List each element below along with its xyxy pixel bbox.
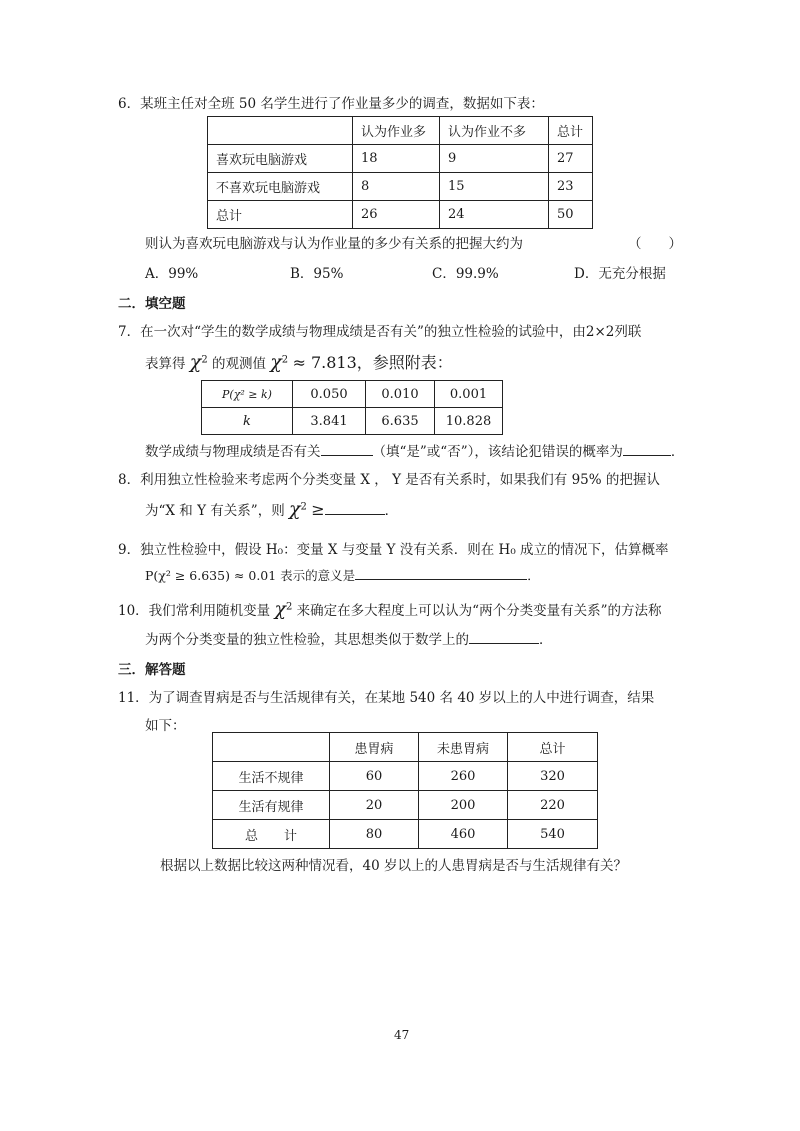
answer-blank[interactable] [623,443,671,456]
q9-text: P(χ² ≥ 6.635) ≈ 0.01 表示的意义是 [145,568,356,583]
q6-cell: 8 [353,173,440,201]
q11-cell: 320 [508,762,598,791]
table-row [208,201,593,229]
q8-text: 为“X 和 Y 有关系”，则 [145,503,285,519]
q7-cell: 0.001 [435,381,503,408]
q6-header-cell: 认为作业多 [353,117,440,145]
q11-cell: 20 [330,791,419,820]
q6-cell: 9 [440,145,549,173]
q7-cell: 3.841 [293,408,366,435]
superscript: 2 [286,601,293,613]
table-row [213,820,598,849]
q6-header-cell [208,117,353,145]
q6-option-d: D．无充分根据 [574,266,666,282]
q7-cell: P(χ² ≥ k) [202,381,293,408]
q9-line1: 9．独立性检验中，假设 H₀：变量 X 与变量 Y 没有关系．则在 H₀ 成立的情况下，估算概率 [118,542,669,558]
table-row [202,381,503,408]
q10-text: ． [539,632,553,648]
table-row [213,762,598,791]
q7-cell: k [202,408,293,435]
q7-text: 表算得 [145,356,186,372]
q10-text: 来确定在多大程度上可以认为“两个分类变量有关系”的方法称 [296,603,662,619]
q7-critical-value-table [201,380,503,435]
q7-line3 [145,440,684,460]
q7-text: （填“是”或“否”），该结论犯错误的概率为 [372,444,623,460]
chi-symbol: χ [289,498,301,520]
chi-symbol: χ [274,598,286,620]
q10-text: 为两个分类变量的独立性检验，其思想类似于数学上的 [145,632,469,648]
table-row [208,173,593,201]
q7-text: ． [670,444,685,460]
q6-cell: 总计 [208,201,353,229]
q11-header-cell [213,733,330,762]
q6-option-b: B．95% [290,266,344,282]
q6-cell: 26 [353,201,440,229]
q7-cell: 10.828 [435,408,503,435]
q11-cell: 80 [330,820,419,849]
q7-cell: 0.050 [293,381,366,408]
table-row [208,145,593,173]
q6-cell: 不喜欢玩电脑游戏 [208,173,353,201]
q6-question: 则认为喜欢玩电脑游戏与认为作业量的多少有关系的把握大约为 [145,236,523,252]
q7-text: 数学成绩与物理成绩是否有关 [145,444,321,460]
q6-cell: 50 [549,201,593,229]
q11-line1: 11．为了调查胃病是否与生活规律有关，在某地 540 名 40 岁以上的人中进行调查，结果 [118,690,655,706]
answer-blank[interactable] [355,567,527,580]
answer-blank[interactable] [325,502,385,515]
q11-conclusion: 根据以上数据比较这两种情况看，40 岁以上的人患胃病是否与生活规律有关？ [160,858,627,874]
q11-header-cell: 未患胃病 [419,733,508,762]
superscript: 2 [281,354,289,366]
chi-symbol: χ [189,351,202,373]
answer-blank[interactable] [469,631,539,644]
superscript: 2 [201,354,208,366]
q6-cell: 23 [549,173,593,201]
q11-cell: 生活有规律 [213,791,330,820]
q6-cell: 24 [440,201,549,229]
q6-cell: 15 [440,173,549,201]
q6-stem: 6．某班主任对全班 50 名学生进行了作业量多少的调查，数据如下表： [118,96,544,112]
table-row [213,733,598,762]
q8-line1: 8．利用独立性检验来考虑两个分类变量 X ， Y 是否有关系时，如果我们有 95% 的把握认 [118,472,660,488]
q9-text: ． [527,568,540,583]
q11-cell: 总 计 [213,820,330,849]
q6-cell: 18 [353,145,440,173]
q6-option-c: C．99.9% [432,266,499,282]
q11-cell: 200 [419,791,508,820]
q11-cell: 生活不规律 [213,762,330,791]
q6-answer-paren: （ ） [628,236,682,252]
q10-line1 [118,598,661,620]
q6-header-cell: 认为作业不多 [440,117,549,145]
q11-header-cell: 患胃病 [330,733,419,762]
q11-cell: 60 [330,762,419,791]
q8-line2 [145,498,398,520]
q7-text: ≈ 7.813，参照附表： [292,353,453,372]
q6-cell: 27 [549,145,593,173]
q8-text: ≥ [311,500,325,519]
chi-symbol: χ [270,351,282,373]
q11-cell: 260 [419,762,508,791]
q8-text: ． [384,503,399,519]
section-heading-fill-in: 二．填空题 [118,296,186,312]
q7-line2 [145,350,453,373]
q11-header-cell: 总计 [508,733,598,762]
q7-line1: 7．在一次对“学生的数学成绩与物理成绩是否有关”的独立性检验的试验中，由2×2列联 [118,324,642,340]
q6-table [207,116,593,229]
q7-cell: 0.010 [366,381,435,408]
superscript: 2 [300,501,307,513]
table-row [202,408,503,435]
q11-cell: 540 [508,820,598,849]
q6-header-cell: 总计 [549,117,593,145]
q7-cell: 6.635 [366,408,435,435]
q11-cell: 220 [508,791,598,820]
answer-blank[interactable] [321,443,373,456]
section-heading-answer: 三．解答题 [118,662,186,678]
q11-table [212,732,598,849]
q11-cell: 460 [419,820,508,849]
q9-line2 [145,566,540,584]
q11-line2: 如下： [145,718,186,734]
q7-text: 的观测值 [211,356,266,372]
q10-line2 [145,628,553,648]
table-row [213,791,598,820]
q6-option-a: A．99% [145,266,199,282]
q6-cell: 喜欢玩电脑游戏 [208,145,353,173]
q10-text: 10．我们常利用随机变量 [118,603,271,619]
page-number: 47 [394,1028,410,1042]
